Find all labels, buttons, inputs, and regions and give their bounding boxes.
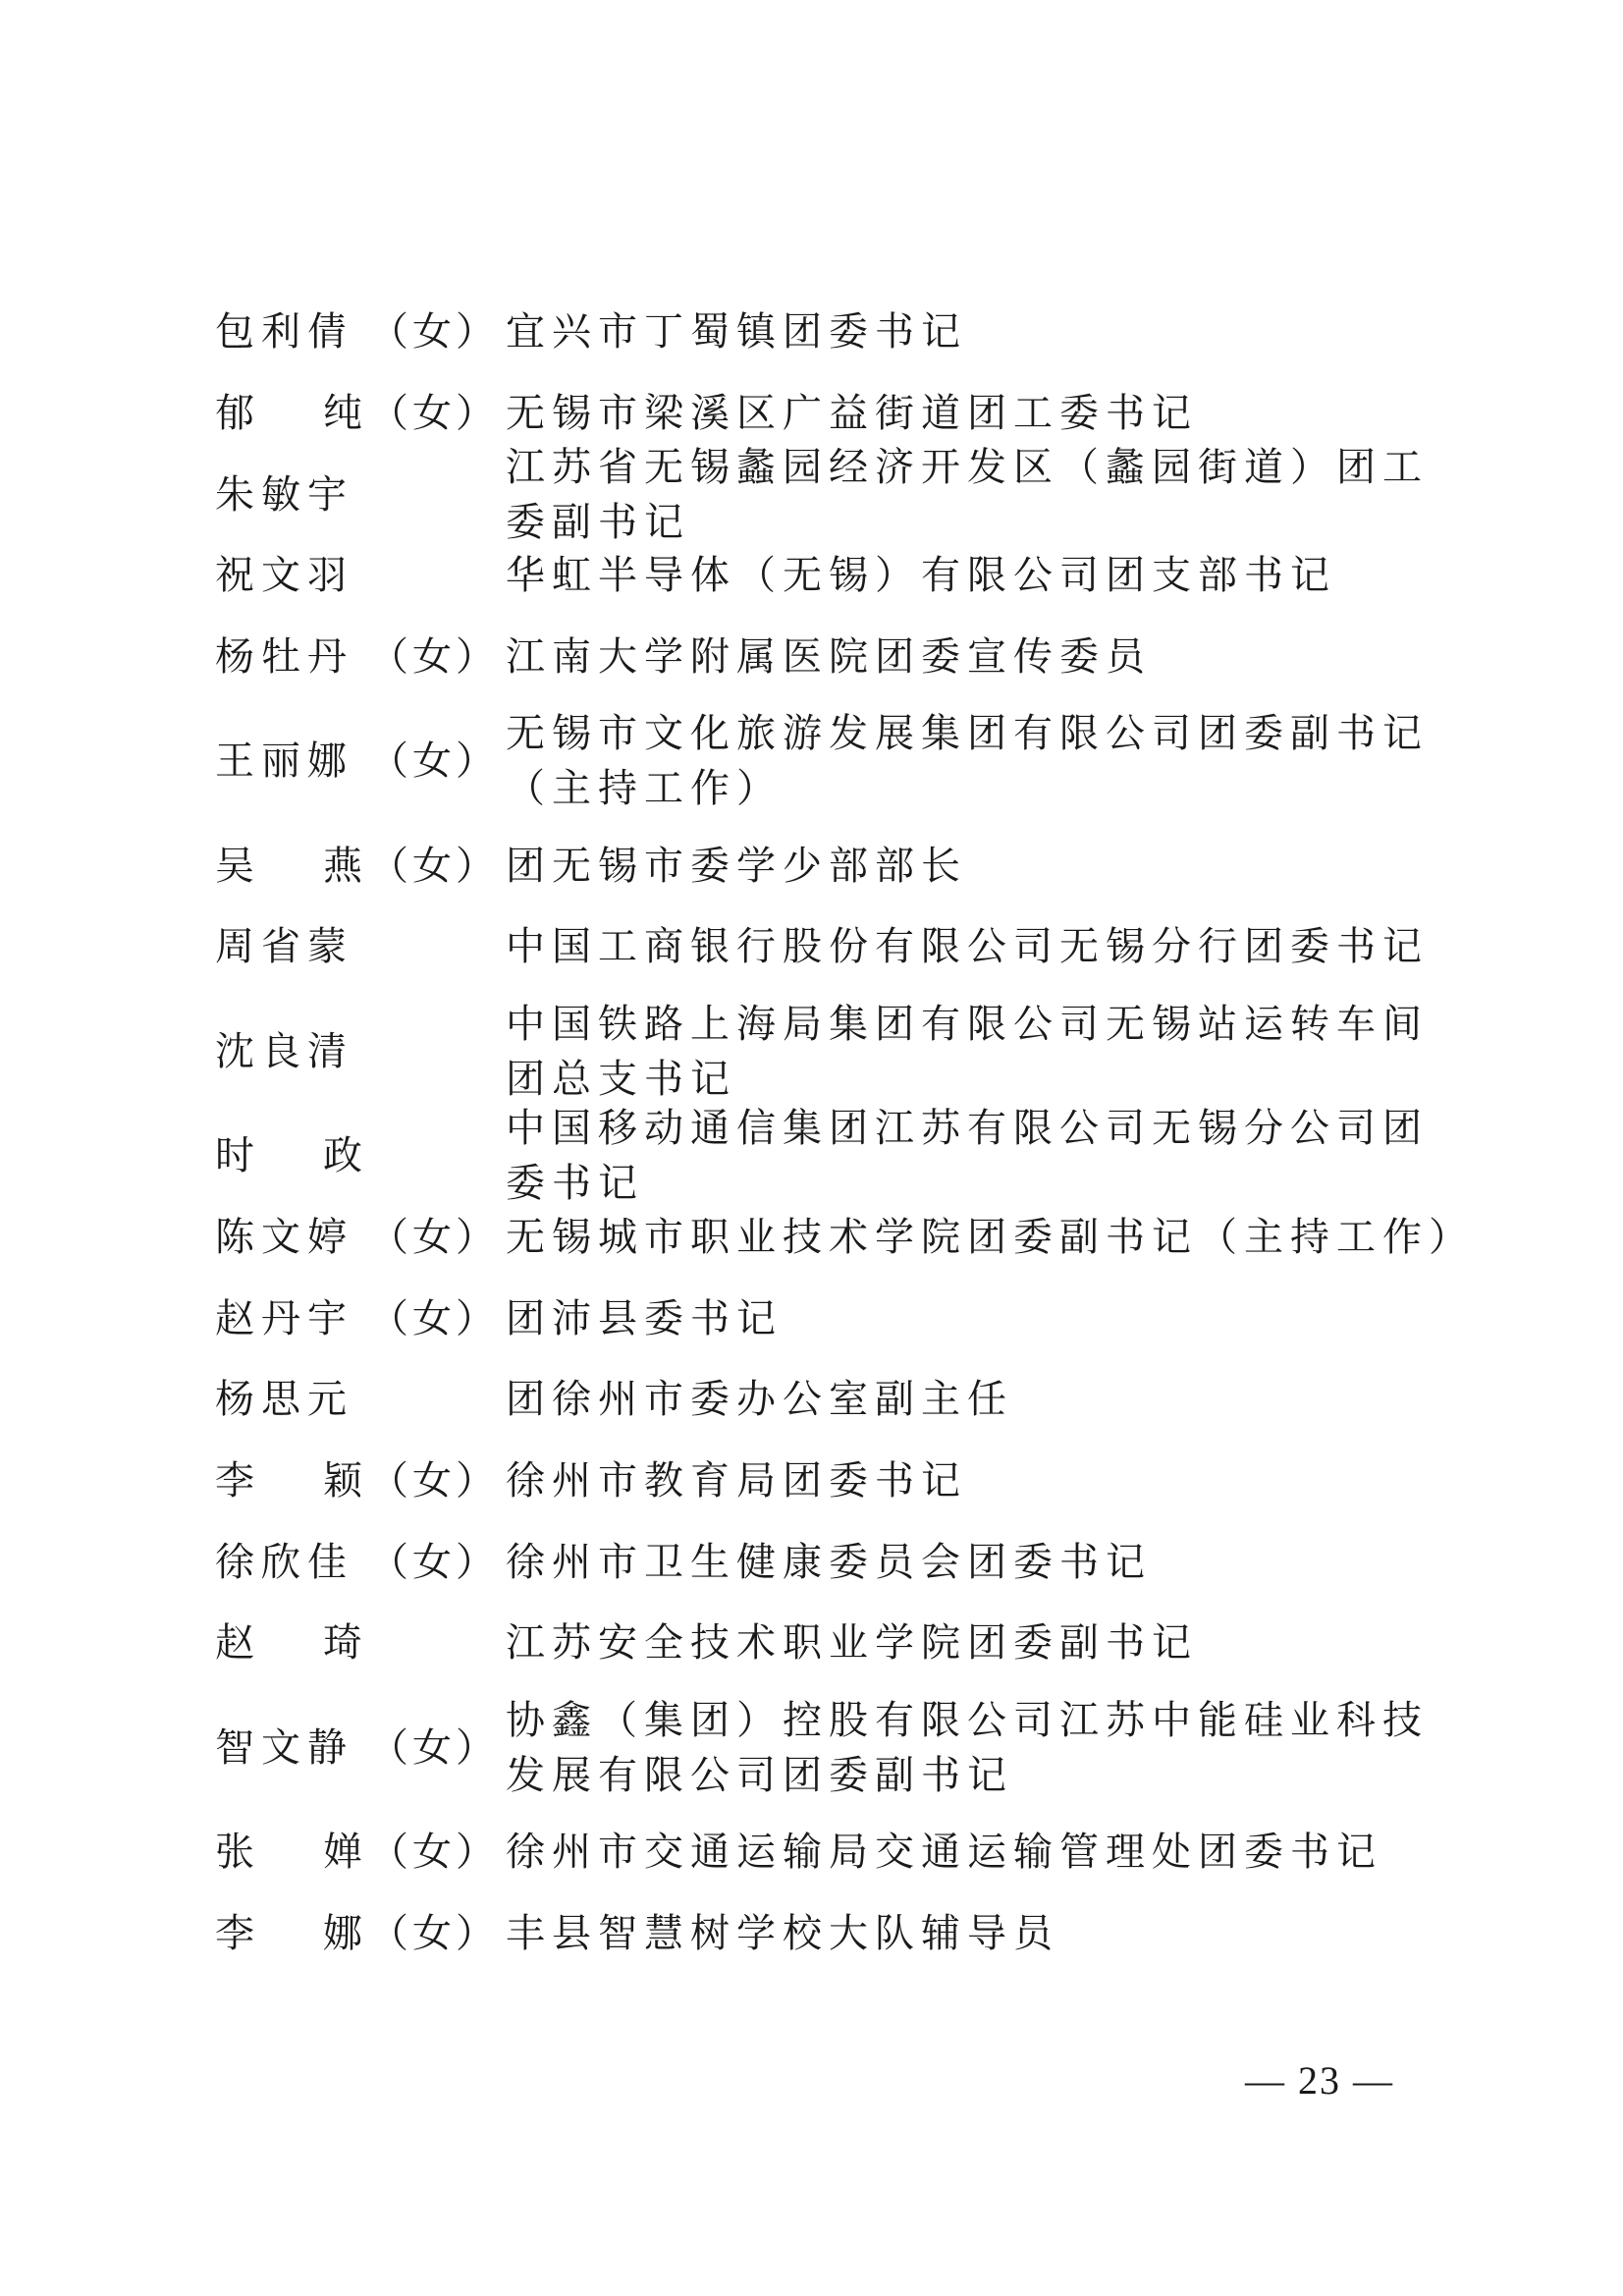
list-item bbox=[215, 1812, 1472, 1893]
organization-title: 中国铁路上海局集团有限公司无锡站运转车间团总支书记 bbox=[506, 1001, 1429, 1102]
organization-title: 江苏省无锡蠡园经济开发区（蠡园街道）团工委副书记 bbox=[506, 444, 1429, 545]
list-item bbox=[215, 1106, 1472, 1207]
person-name: 吴 燕 bbox=[215, 843, 362, 889]
person-name: 李 娜 bbox=[215, 1910, 362, 1956]
gender-note: （女） bbox=[369, 1295, 499, 1341]
person-name: 陈文婷 bbox=[215, 1214, 353, 1260]
list-item bbox=[215, 825, 1472, 906]
list-item bbox=[215, 1359, 1472, 1441]
list-item bbox=[215, 444, 1472, 545]
gender-note: （女） bbox=[369, 1724, 499, 1771]
gender-note: （女） bbox=[369, 309, 499, 355]
gender-note: （女） bbox=[369, 1457, 499, 1503]
page-number: — 23 — bbox=[1245, 2058, 1394, 2103]
list-item bbox=[215, 535, 1472, 617]
gender-note: （女） bbox=[369, 1910, 499, 1956]
organization-title: 徐州市交通运输局交通运输管理处团委书记 bbox=[506, 1829, 1382, 1875]
organization-title: 华虹半导体（无锡）有限公司团支部书记 bbox=[506, 553, 1336, 599]
gender-note: （女） bbox=[369, 1214, 499, 1260]
list-item bbox=[215, 1278, 1472, 1359]
organization-title: 协鑫（集团）控股有限公司江苏中能硅业科技发展有限公司团委副书记 bbox=[506, 1697, 1429, 1798]
organization-title: 徐州市卫生健康委员会团委书记 bbox=[506, 1539, 1152, 1585]
person-name: 王丽娜 bbox=[215, 738, 353, 785]
person-name: 赵丹宇 bbox=[215, 1295, 353, 1341]
organization-title: 无锡市文化旅游发展集团有限公司团委副书记（主持工作） bbox=[506, 711, 1429, 812]
person-name: 郁 纯 bbox=[215, 391, 362, 437]
gender-note: （女） bbox=[369, 391, 499, 437]
person-name: 李 颖 bbox=[215, 1457, 362, 1503]
list-item bbox=[215, 906, 1472, 988]
person-name: 时 政 bbox=[215, 1133, 362, 1179]
person-name: 杨思元 bbox=[215, 1377, 353, 1423]
person-name: 徐欣佳 bbox=[215, 1539, 353, 1585]
list-item bbox=[215, 1441, 1472, 1522]
person-name: 智文静 bbox=[215, 1724, 353, 1771]
list-item bbox=[215, 988, 1472, 1116]
name-list bbox=[215, 292, 1475, 1974]
organization-title: 无锡市梁溪区广益街道团工委书记 bbox=[506, 391, 1198, 437]
gender-note: （女） bbox=[369, 1539, 499, 1585]
list-item bbox=[215, 292, 1472, 373]
organization-title: 无锡城市职业技术学院团委副书记（主持工作） bbox=[506, 1214, 1475, 1260]
person-name: 张 婵 bbox=[215, 1829, 362, 1875]
person-name: 沈良清 bbox=[215, 1028, 353, 1074]
list-item bbox=[215, 1684, 1472, 1812]
person-name: 包利倩 bbox=[215, 309, 353, 355]
list-item bbox=[215, 617, 1472, 698]
person-name: 赵 琦 bbox=[215, 1620, 362, 1667]
organization-title: 团无锡市委学少部部长 bbox=[506, 843, 967, 889]
list-item bbox=[215, 697, 1472, 825]
person-name: 周省蒙 bbox=[215, 924, 353, 970]
list-item bbox=[215, 1197, 1475, 1279]
gender-note: （女） bbox=[369, 738, 499, 785]
organization-title: 中国工商银行股份有限公司无锡分行团委书记 bbox=[506, 924, 1429, 970]
organization-title: 宜兴市丁蜀镇团委书记 bbox=[506, 309, 967, 355]
organization-title: 丰县智慧树学校大队辅导员 bbox=[506, 1910, 1059, 1956]
list-item bbox=[215, 1892, 1472, 1974]
organization-title: 团徐州市委办公室副主任 bbox=[506, 1377, 1013, 1423]
organization-title: 徐州市教育局团委书记 bbox=[506, 1457, 967, 1503]
gender-note: （女） bbox=[369, 634, 499, 681]
person-name: 杨牡丹 bbox=[215, 634, 353, 681]
gender-note: （女） bbox=[369, 1829, 499, 1875]
organization-title: 江南大学附属医院团委宣传委员 bbox=[506, 634, 1152, 681]
list-item bbox=[215, 1603, 1472, 1684]
organization-title: 中国移动通信集团江苏有限公司无锡分公司团委书记 bbox=[506, 1106, 1429, 1207]
person-name: 朱敏宇 bbox=[215, 471, 353, 518]
organization-title: 团沛县委书记 bbox=[506, 1295, 783, 1341]
list-item bbox=[215, 1521, 1472, 1603]
organization-title: 江苏安全技术职业学院团委副书记 bbox=[506, 1620, 1198, 1667]
gender-note: （女） bbox=[369, 843, 499, 889]
person-name: 祝文羽 bbox=[215, 553, 353, 599]
